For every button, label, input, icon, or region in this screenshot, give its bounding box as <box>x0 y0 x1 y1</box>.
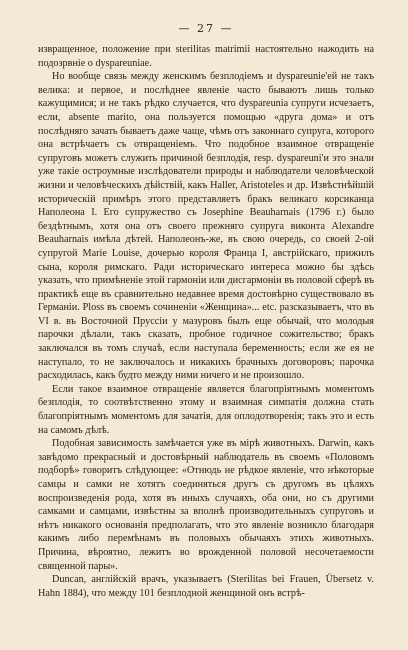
paragraph-dyspareunia-napoleon: Но вообще связь между женскимъ безплодіемъ и dyspareuniе'ей не такъ велика: и первое, и послѣднее явленіе часто бываютъ лишь только кажущимися; и не такъ рѣдко случается, что dyspareunia супруги исчезаетъ, если, absente marito, она пользуется помощью «друга дома» и отъ послѣдняго зачать бываетъ даже чаще, чѣмъ отъ законнаго супруга, которого она встрѣчаетъ съ отвращеніемъ. Что подобное взаимное отвращеніе супруговъ можетъ служить причиной безплодія, resp. dyspareuni'и это знали уже такіе остроумные изслѣдователи природы и наблюдатели человѣческой жизни и человѣческихъ дѣйствій, какъ Haller, Aristoteles и др. Извѣстнѣйшій историческій примѣръ этого представляетъ бракъ великаго корсиканца Наполеона I. Его супружество съ Josephine Beauharnais (1796 г.) было бездѣтнымъ, хотя она отъ своего прежняго супруга виконта Alexandre Beauharnais имѣла дѣтей. Наполеонъ-же, въ свою очередь, со своей 2-ой супругой Marie Louise, дочерью короля Франца I, австрійскаго, прижилъ сына, короля римскаго. Ради историческаго интереса можно бы здѣсь указать, что примѣненіе этой гармоніи или дисгармоніи въ половой сферѣ въ практикѣ еще въ сравнительно недавнее время достовѣрно существовало въ Германіи. Ploss въ своемъ сочиненіи «Женщина»... etc. разсказываетъ, что въ VI в. въ Восточной Пруссіи у мазуровъ былъ еще обычай, что молодыя парочки дѣлали, такъ сказать, пробное годичное сожительство; бракъ заключался въ томъ случаѣ, если наступала беременность; если же ея не наступало, то не заключалось и никакихъ брачныхъ договоровъ; парочка расходилась, какъ будто между ними ничего и не произошло. <box>38 71 374 382</box>
paragraph-darwin: Подобная зависимость замѣчается уже въ мірѣ животныхъ. Darwin, какъ завѣдомо прекрасный и достовѣрный наблюдатель въ своемъ «Половомъ подборѣ» говоритъ слѣдующее: «Отнюдь не рѣдкое явленіе, что нѣкоторые самцы и самки не хотятъ соединяться другъ съ другомъ въ цѣляхъ воспроизведенія рода, хотя въ иныхъ случаяхъ, оба они, но съ другими самками и самцами, извѣстны за вполнѣ производительныхъ супруговъ и нѣтъ никакого основанія предполагать, что это явленіе возникло благодаря какимъ либо перемѣнамъ въ половыхъ обычаяхъ этихъ животныхъ. Причина, вѣроятно, лежитъ во врожденной половой несочетаемости священной пары». <box>38 438 374 572</box>
paragraph-duncan: Duncan, англійскій врачъ, указываетъ (Sterilitas bei Frauen, Übersetz v. Hahn 1884), что между 101 безплодной женщиной онъ встрѣ- <box>38 574 374 599</box>
page-number: — 27 — <box>178 22 234 35</box>
paragraph-continuation: извращенное, положение при sterilitas matrimii настоятельно нажодить на подозрвніе о dyspareuniae. <box>38 44 374 69</box>
paragraph-sympathy: Если такое взаимное отвращеніе является благопріятнымъ моментомъ безплодія, то соотвѣтственно этому и взаимная симпатія должна стать благопріятнымъ моментомъ для зачатія, для оплодотворенія; такъ это и есть на самомъ дѣлѣ. <box>38 383 374 436</box>
body-text <box>38 43 374 600</box>
